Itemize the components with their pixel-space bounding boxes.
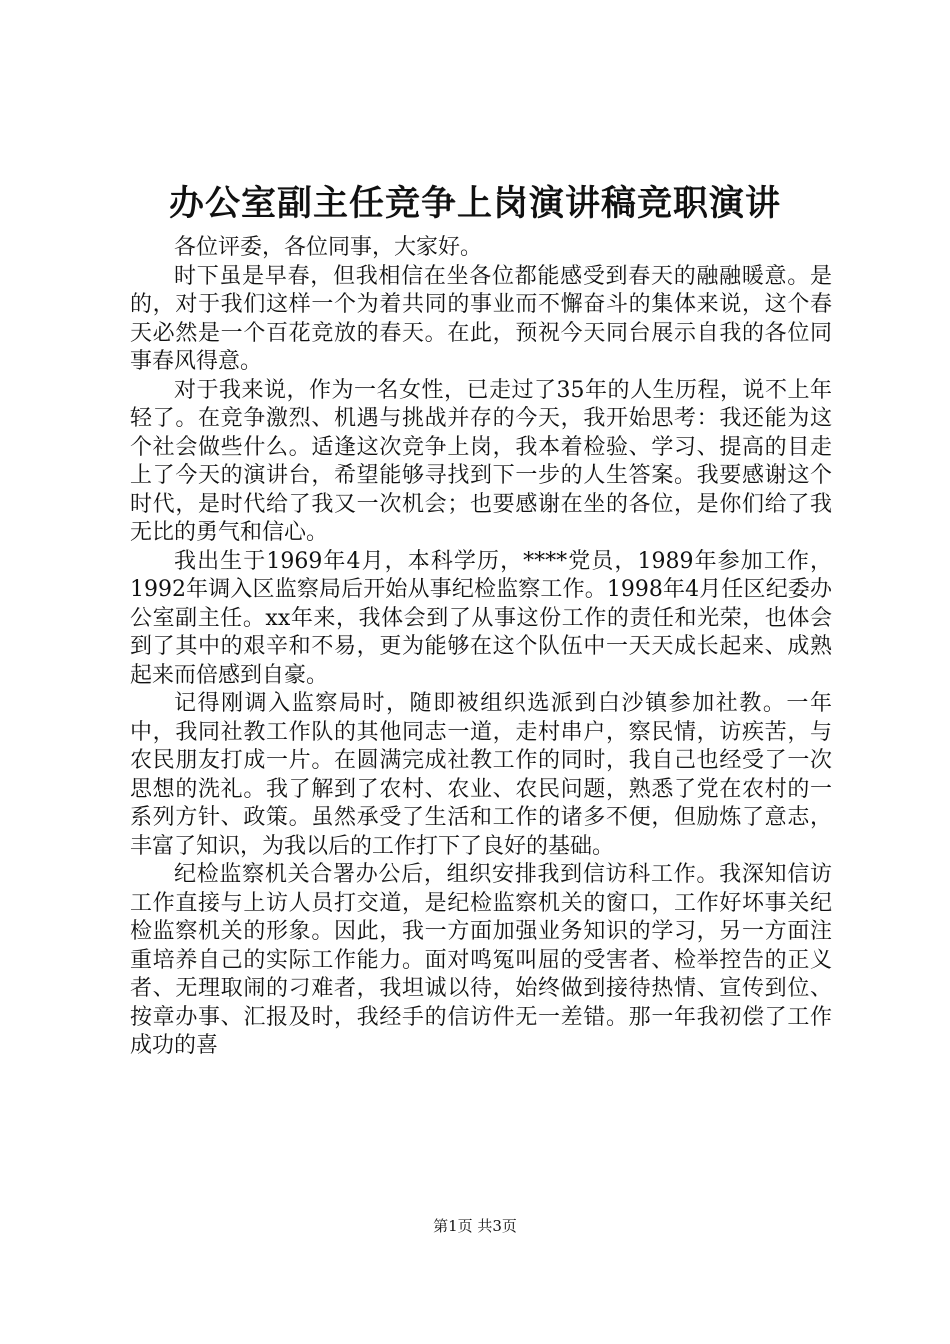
paragraph-social-education: 记得刚调入监察局时，随即被组织选派到白沙镇参加社教。一年中，我同社教工作队的其他同志一道，走村串户，察民情，访疾苦，与农民朋友打成一片。在圆满完成社教工作的同时，我自己也经受了一次思想的洗礼。我了解到了农村、农业、农民问题，熟悉了党在农村的一系列方针、政策。虽然承受了生活和工作的诸多不便，但励炼了意志，丰富了知识，为我以后的工作打下了良好的基础。 [130,691,832,859]
document-body [130,234,832,1061]
paragraph-background: 我出生于1969年4月，本科学历，****党员，1989年参加工作，1992年调入区监察局后开始从事纪检监察工作。1998年4月任区纪委办公室副主任。xx年来，我体会到了从事这份工作的责任和光荣，也体会到了其中的艰辛和不易，更为能够在这个队伍中一天天成长起来、成熟起来而倍感到自豪。 [130,548,832,688]
paragraph-spring: 时下虽是早春，但我相信在坐各位都能感受到春天的融融暖意。是的，对于我们这样一个为着共同的事业而不懈奋斗的集体来说，这个春天必然是一个百花竞放的春天。在此，预祝今天同台展示自我的各位同事春风得意。 [130,263,832,374]
paragraph-petition-work: 纪检监察机关合署办公后，组织安排我到信访科工作。我深知信访工作直接与上访人员打交道，是纪检监察机关的窗口，工作好坏事关纪检监察机关的形象。因此，我一方面加强业务知识的学习，另一方面注重培养自己的实际工作能力。面对鸣冤叫屈的受害者、检举控告的正义者、无理取闹的刁难者，我坦诚以待，始终做到接待热情、宣传到位、按章办事、汇报及时，我经手的信访件无一差错。那一年我初偿了工作成功的喜 [130,862,832,1058]
page-number-footer: 第1页 共3页 [433,1217,517,1235]
document-title: 办公室副主任竞争上岗演讲稿竞职演讲 [168,183,781,224]
paragraph-greeting: 各位评委，各位同事，大家好。 [174,235,483,260]
paragraph-self-reflection: 对于我来说，作为一名女性，已走过了35年的人生历程，说不上年轻了。在竞争激烈、机遇与挑战并存的今天，我开始思考：我还能为这个社会做些什么。适逢这次竞争上岗，我本着检验、学习、提高的目走上了今天的演讲台，希望能够寻找到下一步的人生答案。我要感谢这个时代，是时代给了我又一次机会；也要感谢在坐的各位，是你们给了我无比的勇气和信心。 [130,377,832,545]
